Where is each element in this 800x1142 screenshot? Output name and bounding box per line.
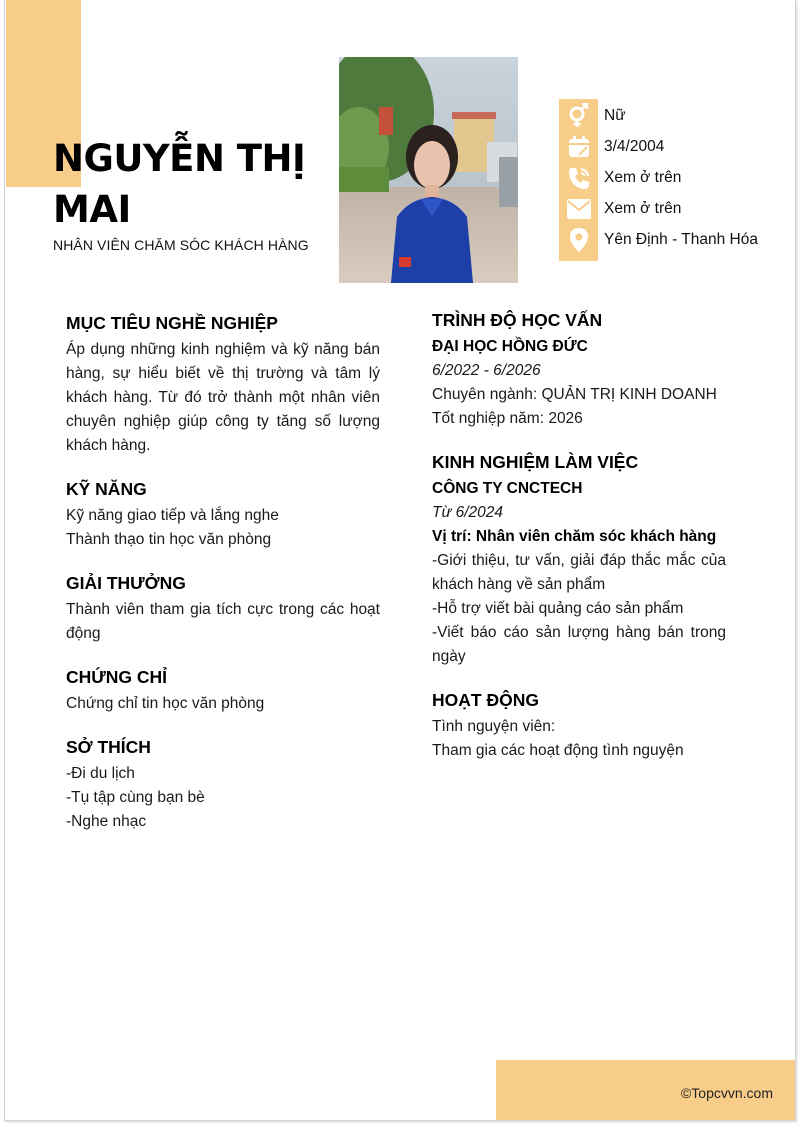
section-education [432, 309, 726, 431]
education-graduation: Tốt nghiệp năm: 2026 [432, 410, 583, 427]
section-heading: GIẢI THƯỞNG [66, 573, 186, 593]
award-text: Thành viên tham gia tích cực trong các hoạt động [66, 601, 380, 642]
section-objective [66, 312, 380, 458]
duty-item: -Giới thiệu, tư vấn, giải đáp thắc mắc của khách hàng về sản phẩm [432, 552, 726, 593]
copyright-text: ©Topcvvn.com [680, 1085, 773, 1101]
contact-value: Nữ [604, 107, 626, 124]
duty-item: -Hỗ trợ viết bài quảng cáo sản phẩm [432, 600, 684, 617]
section-heading: CHỨNG CHỈ [66, 667, 168, 687]
profile-photo [339, 57, 518, 283]
candidate-name: NGUYỄN THỊ MAI [53, 137, 306, 231]
hobby-item: -Tụ tập cùng bạn bè [66, 789, 205, 806]
section-heading: HOẠT ĐỘNG [432, 690, 539, 710]
right-column [432, 309, 726, 783]
section-heading: KỸ NĂNG [66, 479, 147, 499]
section-activities [432, 689, 726, 763]
phone-icon [559, 165, 598, 191]
contact-gender [559, 101, 796, 131]
section-skills [66, 478, 380, 552]
activity-item: Tình nguyện viên: [432, 718, 556, 735]
contact-value: Xem ở trên [604, 169, 682, 186]
certificate-text: Chứng chỉ tin học văn phòng [66, 695, 265, 712]
contact-birthday [559, 132, 796, 162]
experience-period: Từ 6/2024 [432, 504, 504, 521]
activity-item: Tham gia các hoạt động tình nguyện [432, 742, 684, 759]
location-icon [559, 227, 598, 253]
education-period: 6/2022 - 6/2026 [432, 362, 541, 379]
objective-text: Áp dụng những kinh nghiệm và kỹ năng bán hàng, sự hiểu biết về thị trường và tâm lý khách hàng. Từ đó trở thành một nhân viên chuyên nghiệp giúp công ty tăng số lượng khách hàng. [66, 341, 380, 454]
left-column [66, 312, 380, 854]
cv-page [4, 0, 796, 1121]
company-name: CÔNG TY CNCTECH [432, 480, 583, 497]
experience-position: Vị trí: Nhân viên chăm sóc khách hàng [432, 528, 717, 545]
section-heading: KINH NGHIỆM LÀM VIỆC [432, 452, 639, 472]
contact-address [559, 225, 796, 255]
contact-value: 3/4/2004 [604, 138, 665, 155]
contact-value: Xem ở trên [604, 200, 682, 217]
section-hobbies [66, 736, 380, 834]
school-name: ĐẠI HỌC HỒNG ĐỨC [432, 338, 588, 355]
gender-icon [559, 103, 598, 129]
contact-value: Yên Định - Thanh Hóa [604, 231, 758, 248]
skill-item: Thành thạo tin học văn phòng [66, 531, 272, 548]
section-heading: SỞ THÍCH [66, 737, 151, 757]
section-heading: TRÌNH ĐỘ HỌC VẤN [432, 310, 603, 330]
section-awards [66, 572, 380, 646]
contact-phone [559, 163, 796, 193]
job-title: NHÂN VIÊN CHĂM SÓC KHÁCH HÀNG [53, 237, 309, 253]
duty-item: -Viết báo cáo sản lượng hàng bán trong ngày [432, 624, 726, 665]
section-heading: MỤC TIÊU NGHỀ NGHIỆP [66, 313, 278, 333]
hobby-item: -Đi du lịch [66, 765, 135, 782]
contact-email [559, 194, 796, 224]
hobby-item: -Nghe nhạc [66, 813, 147, 830]
email-icon [559, 198, 598, 220]
calendar-icon [559, 135, 598, 159]
education-major: Chuyên ngành: QUẢN TRỊ KINH DOANH [432, 386, 717, 403]
section-certificates [66, 666, 380, 716]
skill-item: Kỹ năng giao tiếp và lắng nghe [66, 507, 279, 524]
section-experience [432, 451, 726, 669]
